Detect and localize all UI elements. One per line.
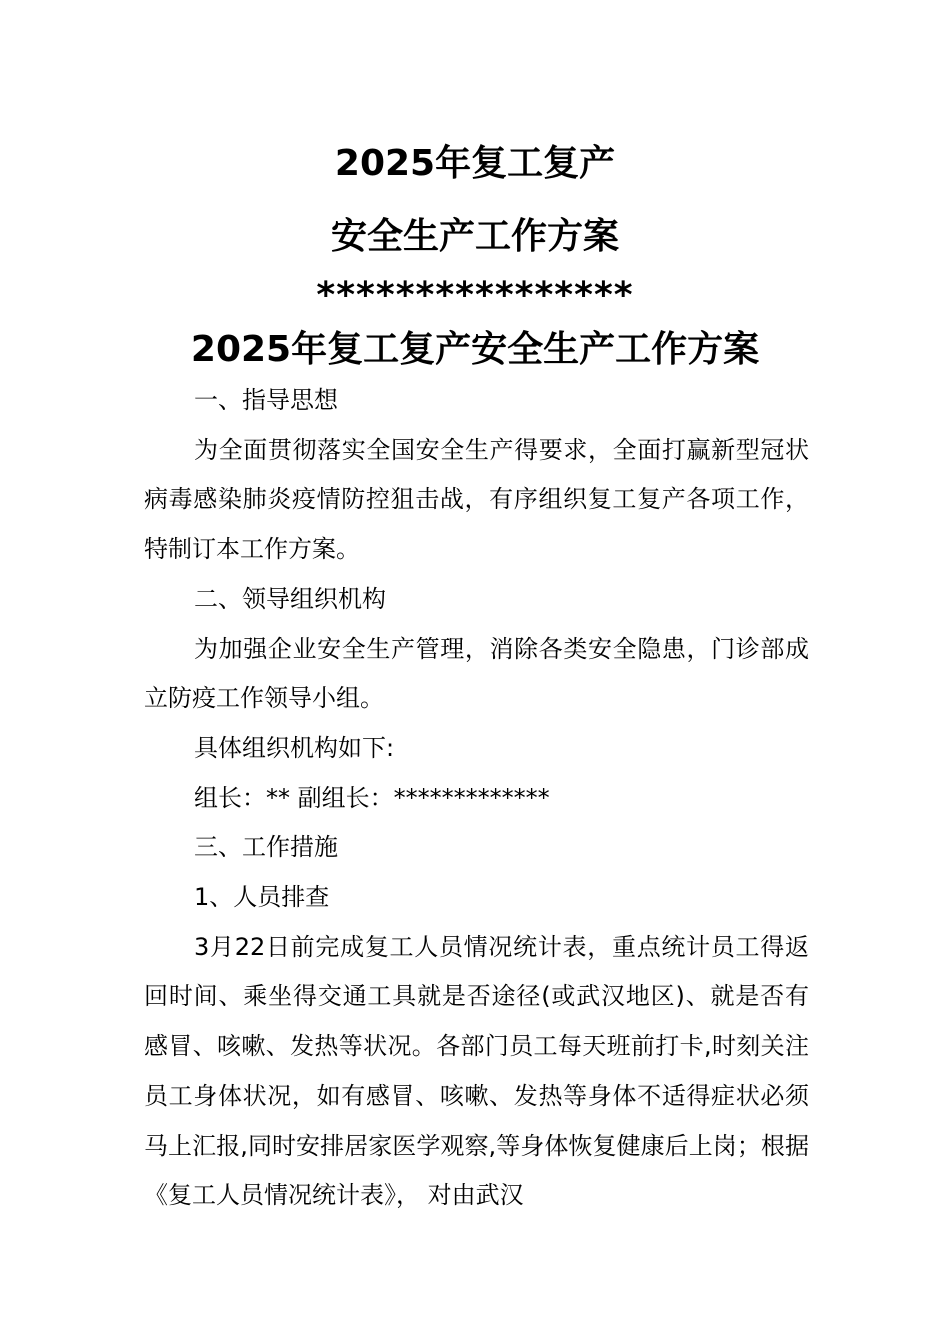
document-title-line-1: 2025年复工复产 xyxy=(334,143,616,184)
document-subtitle: 2025年复工复产安全生产工作方案 xyxy=(190,329,760,370)
section-heading-organization: 二、领导组织机构 xyxy=(194,584,386,613)
paragraph-organization-intro: 具体组织机构如下: xyxy=(194,733,395,762)
section-heading-measures: 三、工作措施 xyxy=(194,833,338,862)
subsection-heading-personnel-check: 1、人员排查 xyxy=(194,883,330,912)
document-body xyxy=(144,376,809,1221)
paragraph-guiding-ideology: 为全面贯彻落实全国安全生产得要求，全面打赢新型冠状病毒感染肺炎疫情防控狙击战，有序组织复工复产各项工作，特制订本工作方案。 xyxy=(144,435,809,564)
section-heading-guiding-ideology: 一、指导思想 xyxy=(194,386,338,414)
paragraph-organization: 为加强企业安全生产管理，消除各类安全隐患，门诊部成立防疫工作领导小组。 xyxy=(144,634,809,713)
title-separator: **************** xyxy=(316,275,634,316)
paragraph-personnel-check: 3月22日前完成复工人员情况统计表，重点统计员工得返回时间、乘坐得交通工具就是否途径(或武汉地区)、就是否有感冒、咳嗽、发热等状况。各部门员工每天班前打卡,时刻关注员工身体状况，如有感冒、咳嗽、发热等身体不适得症状必须马上汇报,同时安排居家医学观察,等身体恢复健康后上岗；根据《复工人员情况统计表》， 对由武汉 xyxy=(144,932,809,1210)
document-title-line-2: 安全生产工作方案 xyxy=(330,216,619,257)
paragraph-leaders: 组长：** 副组长：************* xyxy=(194,783,550,812)
